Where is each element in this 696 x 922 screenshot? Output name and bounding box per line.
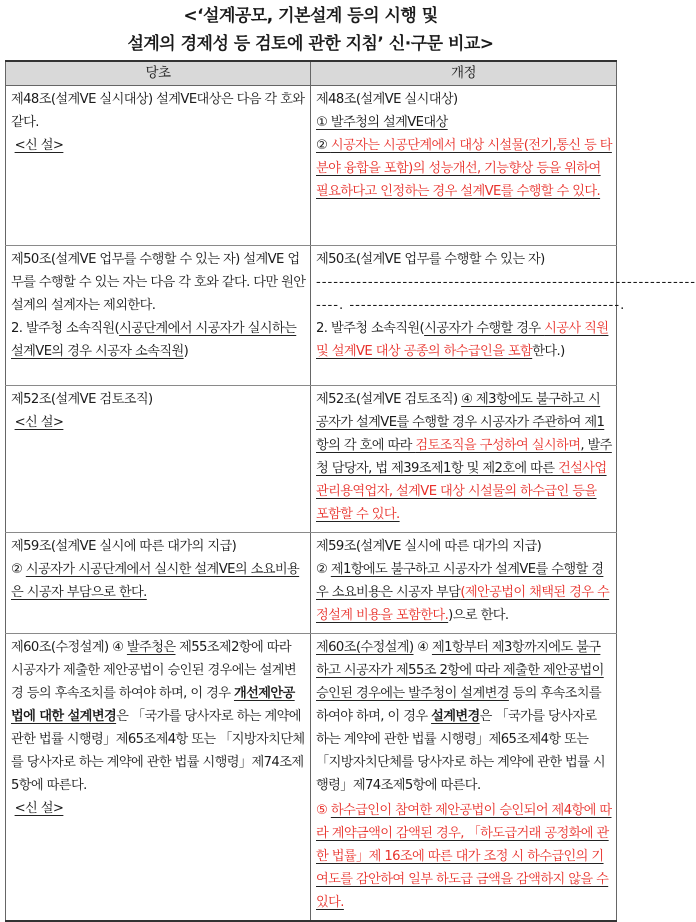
amended-text: 검토조직을 구성하여 실시하며 bbox=[415, 438, 581, 453]
changed-text: 제55조 2항에 따라 제출한 제안공법이 승인된 경우에는 발주청이 설계변경 bbox=[316, 663, 604, 701]
clause-text bbox=[316, 317, 612, 363]
new-clause-mark bbox=[11, 134, 306, 157]
article-heading: 제52조(설계VE 검토조직) bbox=[316, 392, 462, 407]
changed-text: 시공자가 수행할 경우 bbox=[424, 321, 545, 336]
changed-text: 개선제안공법에 대한 설계변경 bbox=[11, 686, 295, 724]
changed-text: 설계변경 bbox=[431, 709, 480, 724]
clause-item-2: 2. 발주청 소속직원( bbox=[11, 321, 120, 336]
cell-revised-60 bbox=[311, 634, 617, 922]
amended-text: 시공자는 시공단계에서 대상 시설물(전기,통신 등 타 분야 융합을 포함)의 성능개선, 기능향상 등을 위하여 필요하다고 인정하는 경우 설계VE를 수행할 수 있다. bbox=[316, 138, 612, 199]
article-heading: 제48조(설계VE 실시대상) bbox=[11, 92, 157, 107]
cell-revised-48 bbox=[311, 86, 617, 246]
table-row bbox=[6, 246, 617, 386]
clause-number: ④ bbox=[413, 640, 432, 655]
title-line-2: 설계의 경제성 등 검토에 관한 지침’ 신·구문 비교> bbox=[127, 34, 494, 54]
cell-original-48 bbox=[6, 86, 311, 246]
article-heading: 제59조(설계VE 실시에 따른 대가의 지급) bbox=[11, 539, 237, 554]
article-heading: 제60조(수정설계) bbox=[316, 640, 414, 655]
clause-end: ) bbox=[183, 344, 189, 359]
title-line-1: <‘설계공모, 기본설계 등의 시행 및 bbox=[183, 6, 438, 26]
cell-original-60 bbox=[6, 634, 311, 922]
cell-revised-59 bbox=[311, 533, 617, 634]
article-heading: 제60조(수정설계) ④ bbox=[11, 640, 127, 655]
clause-end: )으로 한다. bbox=[448, 608, 509, 623]
changed-text: ④ 제3항에도 불구하고 시공자가 설계VE를 수행할 경우 시공자가 주관하여 제1항의 각 호에 따라 bbox=[316, 392, 605, 453]
table-row bbox=[6, 86, 617, 246]
clause-text bbox=[11, 88, 306, 134]
amended-text: 건설사업관리용역업자, 설계VE 대상 시설물의 하수급인 등을 포함할 수 있다. bbox=[316, 461, 607, 522]
new-clause-label: <신 설> bbox=[14, 801, 64, 816]
changed-text: 제1항에도 불구하고 시공자가 설계VE를 수행할 경우 소요비용은 시공자 부담 bbox=[316, 562, 604, 600]
article-body: 제55조제2항에 따라 시공자가 제출한 제안공법이 승인된 경우에는 설계변경 등의 후속조치를 하여야 하며, 이 경우 bbox=[11, 640, 297, 701]
clause-text bbox=[316, 134, 612, 203]
clause-text bbox=[316, 558, 612, 627]
new-clause-mark bbox=[11, 797, 306, 820]
changed-text: 시공자가 시공단계에서 실시한 설계VE의 소요비용은 시공자 부담으로 한다. bbox=[11, 562, 300, 600]
document-title bbox=[0, 0, 621, 58]
cell-original-52 bbox=[6, 386, 311, 533]
header-original: 당초 bbox=[6, 61, 311, 86]
table-row bbox=[6, 386, 617, 533]
new-clause-label: <신 설> bbox=[14, 415, 64, 430]
cell-original-50 bbox=[6, 246, 311, 386]
clause-text bbox=[316, 111, 612, 134]
table-row bbox=[6, 634, 617, 922]
article-body: 은 「국가를 당사자로 하는 계약에 관한 법률 시행령」제65조제4항 또는 「지방자치단체를 당사자로 하는 계약에 관한 법률 시행령」제74조제5항에 따른다. bbox=[316, 709, 606, 793]
unchanged-dash-line: ----. -----------------------------------------------. bbox=[316, 298, 626, 313]
clause-item-2: 2. 발주청 소속직원( bbox=[316, 321, 425, 336]
article-body: 등의 후속조치를 하여야 하며, 이 경우 bbox=[316, 686, 602, 724]
clause-text bbox=[11, 558, 306, 604]
changed-text: 제1항부터 제3항까지에도 불구하고 시공자가 bbox=[316, 640, 601, 678]
clause-end: 한다.) bbox=[532, 344, 565, 359]
header-revised: 개정 bbox=[311, 61, 617, 86]
amended-text: 하수급인이 참여한 제안공법이 승인되어 제4항에 따라 계약금액이 감액된 경우, 「하도급거래 공정화에 관한 법률」제 16조에 따른 대가 조정 시 하수급인의 기여도를 감안하여 일부 하도급 금액을 감액하지 않을 수 있다. bbox=[316, 803, 612, 910]
amended-text: 시공사 직원 및 설계VE 대상 공종의 하수급인을 포함 bbox=[316, 321, 609, 359]
clause-number: ② bbox=[316, 562, 331, 577]
article-heading: 제50조(설계VE 업무를 수행할 수 있는 자) bbox=[316, 252, 545, 267]
clause-text bbox=[316, 799, 612, 914]
article-body: 설계VE 업무를 수행할 수 있는 자는 다음 각 호와 같다. 다만 원안설계의 설계자는 제외한다. bbox=[11, 252, 306, 313]
amended-text: (제안공법이 채택된 경우 수정설계 비용을 포함한다. bbox=[316, 585, 610, 623]
clause-text bbox=[316, 388, 612, 526]
comparison-table bbox=[5, 60, 696, 922]
cell-revised-50 bbox=[311, 246, 696, 386]
article-heading: 제52조(설계VE 검토조직) bbox=[11, 392, 153, 407]
changed-text: , 발주청 담당자, 법 제39조제1항 및 제2호에 따른 bbox=[316, 438, 612, 476]
clause-text bbox=[11, 317, 306, 363]
unchanged-dash-line: ------------------------------------------------------------------ bbox=[316, 275, 696, 290]
clause-text bbox=[11, 636, 306, 797]
clause-item-1: ① 발주청의 설계VE대상 bbox=[316, 115, 448, 130]
clause-number: ⑤ bbox=[316, 803, 331, 818]
article-heading: 제59조(설계VE 실시에 따른 대가의 지급) bbox=[316, 539, 542, 554]
new-clause-mark bbox=[11, 411, 306, 434]
clause-text bbox=[11, 248, 306, 317]
cell-revised-52 bbox=[311, 386, 617, 533]
table-header-row bbox=[6, 61, 617, 86]
changed-text: 시공단계에서 시공자가 실시하는 설계VE의 경우 시공자 소속직원 bbox=[11, 321, 297, 359]
clause-text bbox=[316, 636, 612, 797]
cell-original-59 bbox=[6, 533, 311, 634]
changed-text: 발주청은 bbox=[126, 640, 176, 655]
article-heading: 제50조(설계VE 업무를 수행할 수 있는 자) bbox=[11, 252, 244, 267]
new-clause-label: <신 설> bbox=[14, 138, 64, 153]
clause-number: ② bbox=[316, 138, 331, 153]
article-body: 은 「국가를 당사자로 하는 계약에 관한 법률 시행령」제65조제4항 또는 「지방자치단체를 당사자로 하는 계약에 관한 법률 시행령」제74조제5항에 따른다. bbox=[11, 709, 305, 793]
table-row bbox=[6, 533, 617, 634]
clause-number: ② bbox=[11, 562, 26, 577]
article-body: 설계VE대상은 다음 각 호와 같다. bbox=[11, 92, 305, 130]
article-heading: 제48조(설계VE 실시대상) bbox=[316, 92, 458, 107]
